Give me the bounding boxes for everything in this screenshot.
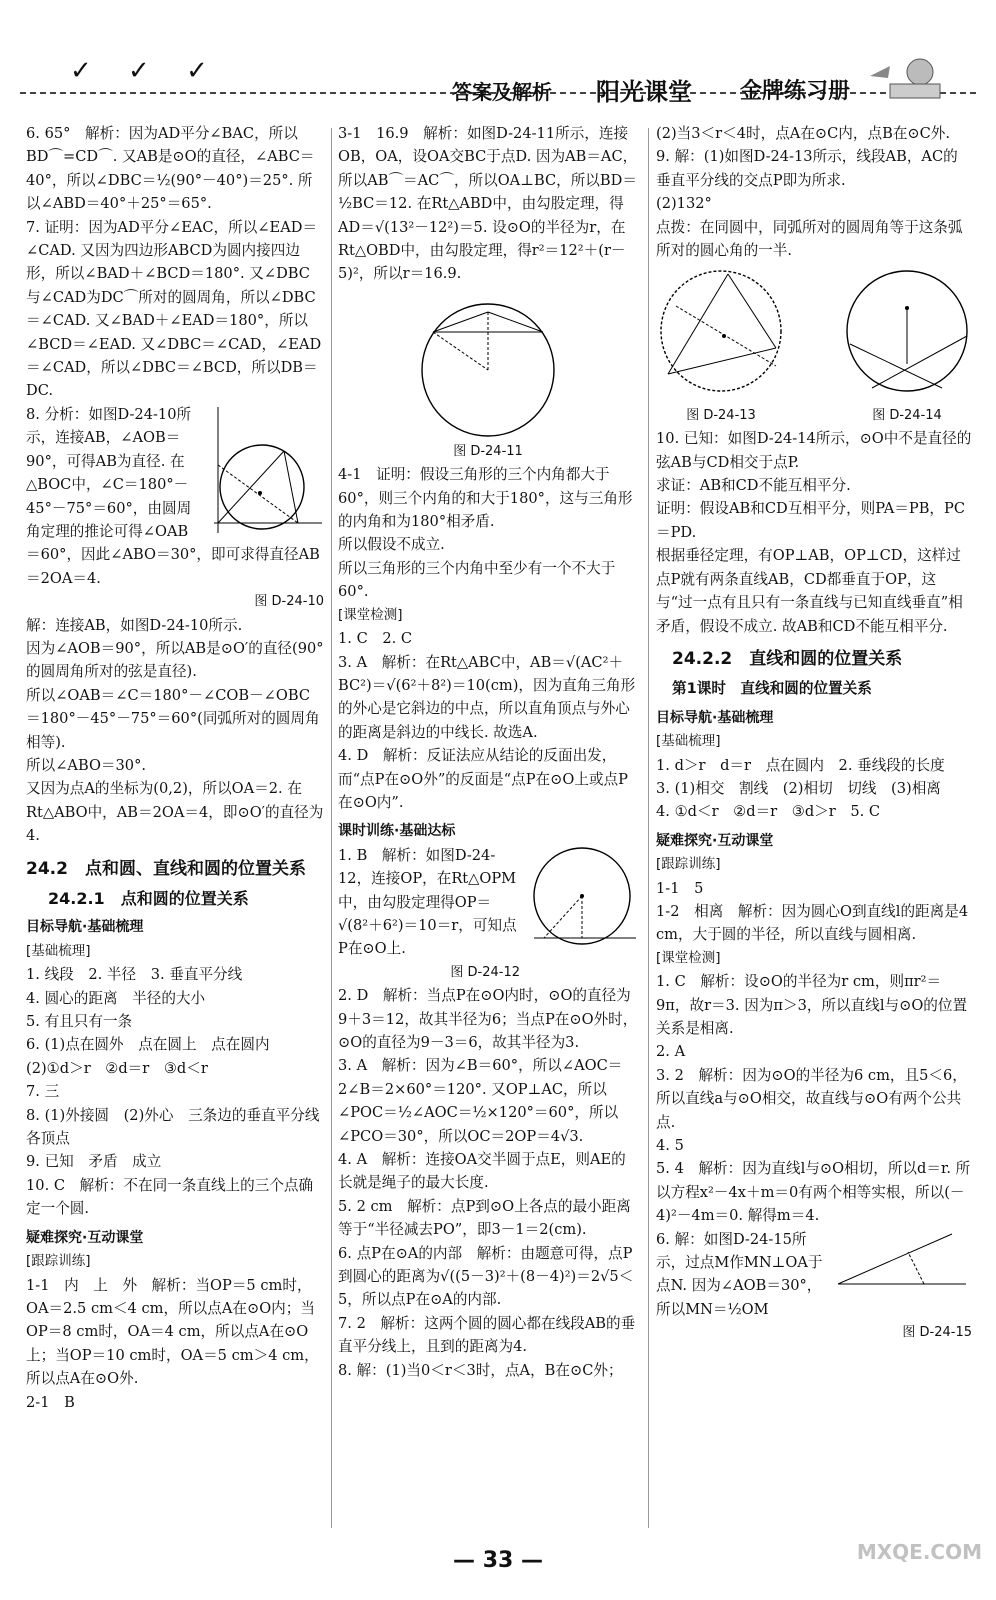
practice-banner: 课时训练·基础达标	[338, 823, 456, 840]
figure-d-24-12	[526, 844, 638, 962]
answer-item: 1-1 5	[656, 879, 704, 897]
answer-item: 解：连接AB，如图D-24-10所示.	[26, 616, 243, 634]
figure-d-24-14	[842, 266, 972, 396]
figure-caption: 图 D-24-15	[902, 1325, 972, 1341]
answer-item: 3-1 16.9 解析：如图D-24-11所示，连接OB，OA，设OA交BC于点D. 因为AB＝AC，所以AB⌒＝AC⌒，所以OA⊥BC，所以BD＝½BC＝12. 在Rt△ABD中，由勾股定理，得AD＝√(13²－12²)＝5. 设⊙O的半径为r，在Rt△OBD中，由勾股定理，得r²＝12²＋(r－5)²，所以r＝16.9.	[338, 125, 638, 283]
track-label: [跟踪训练]	[26, 1253, 91, 1270]
answer-item: 1. d＞r d＝r 点在圆内 2. 垂线段的长度	[656, 756, 945, 774]
lesson-heading: 第1课时 直线和圆的位置关系	[672, 680, 872, 698]
answer-item: 又因为点A的坐标为(0,2)，所以OA＝2. 在Rt△ABO中，AB＝2OA＝4，即⊙O′的直径为4.	[26, 780, 324, 845]
column-divider	[331, 128, 332, 1528]
answer-item: 7. 2 解析：这两个圆的圆心都在线段AB的垂直平分线上，且到的距离为4.	[338, 1314, 636, 1356]
answer-item: (2)132°	[656, 195, 712, 213]
globe-logo-icon	[860, 56, 950, 104]
answer-item: 3. (1)相交 割线 (2)相切 切线 (3)相离	[656, 779, 941, 797]
answer-item: 7. 证明：因为AD平分∠EAC，所以∠EAD＝∠CAD. 又因为四边形ABCD为圆内接四边形，所以∠BAD＋∠BCD＝180°. 又∠DBC与∠CAD为DC⌒所对的圆周角，所以∠DBC＝∠CAD. 又∠BAD＋∠EAD＝180°，所以∠BCD＝∠EAD. 又∠DBC＝∠CAD，∠EAD＝∠CAD，所以∠DBC＝∠BCD，所以DB＝DC.	[26, 218, 322, 400]
answer-item: 2. A	[656, 1043, 686, 1061]
answer-item: 求证：AB和CD不能互相平分.	[656, 477, 851, 495]
answer-item: 根据垂径定理，有OP⊥AB，OP⊥CD，这样过点P就有两条直线AB，CD都垂直于OP，这与“过一点有且只有一条直线与已知直线垂直”相矛盾，假设不成立. 故AB和CD不能互相平分.	[656, 547, 963, 635]
answer-item: 9. 解：(1)如图D-24-13所示，线段AB，AC的垂直平分线的交点P即为所求.	[656, 148, 958, 189]
answer-item: 6. 解：如图D-24-15所示，过点M作MN⊥OA于点N. 因为∠AOB＝30°，所以MN＝½OM	[656, 1230, 823, 1318]
column-3	[656, 122, 972, 1345]
header-series-title: 阳光课堂	[596, 78, 692, 106]
answer-item: 1-2 相离 解析：因为圆心O到直线l的距离是4 cm，大于圆的半径，所以直线与圆相离.	[656, 902, 969, 944]
figure-d-24-13	[656, 266, 786, 396]
site-watermark: MXQE.COM	[856, 1540, 982, 1564]
column-1	[26, 122, 335, 1414]
subsection-heading: 24.2.1 点和圆的位置关系	[48, 889, 249, 908]
answer-item: 4. ①d＜r ②d＝r ③d＞r 5. C	[656, 803, 881, 821]
answer-item: 7. 三	[26, 1083, 60, 1101]
goal-banner: 目标导航·基础梳理	[26, 919, 144, 936]
column-divider	[648, 128, 649, 1528]
answer-item: 点拨：在同圆中，同弧所对的圆周角等于这条弧所对的圆心角的一半.	[656, 218, 963, 260]
answer-item: 9. 已知 矛盾 成立	[26, 1153, 162, 1171]
answer-item: 3. A 解析：在Rt△ABC中，AB＝√(AC²＋BC²)＝√(6²＋8²)＝10(cm)，因为直角三角形的外心是它斜边的中点，所以直角顶点与外心的距离是斜边的中线长. 故选A.	[338, 653, 636, 741]
figure-d-24-14-wrap	[842, 266, 972, 427]
basic-label: [基础梳理]	[656, 733, 721, 750]
answer-item: 3. A 解析：因为∠B＝60°，所以∠AOC＝2∠B＝2×60°＝120°. 又OP⊥AC，所以∠POC＝½∠AOC＝½×120°＝60°，所以∠PCO＝30°，所以OC＝2OP＝4√3.	[338, 1057, 623, 1145]
figure-d-24-13-wrap	[656, 266, 786, 427]
explore-banner: 疑难探究·互动课堂	[656, 832, 774, 849]
page-number: — 33 —	[453, 1548, 543, 1573]
answer-item: 10. C 解析：不在同一条直线上的三个点确定一个圆.	[26, 1176, 314, 1218]
figure-row	[656, 266, 972, 427]
column-2	[338, 122, 638, 1382]
answer-item: 所以假设不成立.	[338, 536, 445, 554]
answer-item: 1. 线段 2. 半径 3. 垂直平分线	[26, 966, 243, 984]
answer-item: 所以∠ABO＝30°.	[26, 756, 147, 774]
answer-item: 8. 解：(1)当0＜r＜3时，点A，B在⊙C外；	[338, 1361, 623, 1379]
basic-label: [基础梳理]	[26, 942, 91, 959]
answer-item: 1-1 内 上 外 解析：当OP＝5 cm时，OA＝2.5 cm＜4 cm，所以点A在⊙O内；当OP＝8 cm时，OA＝4 cm，所以点A在⊙O上；当OP＝10 cm时，OA＝5 cm＞4 cm，所以点A在⊙O外.	[26, 1276, 319, 1388]
figure-d-24-15	[832, 1228, 972, 1298]
answer-item: 3. 2 解析：因为⊙O的半径为6 cm，且5＜6，所以直线a与⊙O相交，故直线与⊙O有两个公共点.	[656, 1066, 967, 1131]
answer-item: 1. B 解析：如图D-24-12，连接OP，在Rt△OPM中，由勾股定理得OP＝√(8²＋6²)＝10＝r，可知点P在⊙O上.	[338, 846, 517, 958]
answer-item: 2. D 解析：当点P在⊙O内时，⊙O的直径为9＋3＝12，故其半径为6；当点P在⊙O外时，⊙O的直径为9－3＝6，故其半径为3.	[338, 987, 638, 1051]
figure-caption: 图 D-24-11	[453, 443, 523, 459]
explore-banner: 疑难探究·互动课堂	[26, 1229, 144, 1246]
answer-item: 所以三角形的三个内角中至少有一个不大于60°.	[338, 559, 616, 601]
answer-item: 1. C 2. C	[338, 630, 413, 648]
header-book-title: 金牌练习册	[740, 79, 851, 104]
section-heading: 24.2 点和圆、直线和圆的位置关系	[26, 858, 306, 879]
answer-item: 8. 分析：如图D-24-10所示，连接AB，∠AOB＝90°，可得AB为直径. 在△BOC中，∠C＝180°－45°－75°＝60°，由圆周角定理的推论可得∠OAB＝60°，因此∠ABO＝30°，即可求得直径AB＝2OA＝4.	[26, 405, 320, 587]
answer-item: 6. 点P在⊙A的内部 解析：由题意可得，点P到圆心的距离为√((5－3)²＋(8－4)²)＝2√5＜5，所以点P在⊙A的内部.	[338, 1244, 634, 1309]
answer-item: 5. 2 cm 解析：点P到⊙O上各点的最小距离等于“半径减去PO”，即3－1＝2(cm).	[338, 1197, 631, 1239]
page-header	[20, 56, 976, 104]
answer-item: 所以∠OAB＝∠C＝180°－∠COB－∠OBC＝180°－45°－75°＝60°(同弧所对的圆周角相等).	[26, 686, 320, 751]
section-heading: 24.2.2 直线和圆的位置关系	[672, 648, 903, 669]
answer-item: (2)①d＞r ②d＝r ③d＜r	[26, 1059, 208, 1077]
answer-item: 5. 有且只有一条	[26, 1013, 133, 1031]
answer-item: 5. 4 解析：因为直线l与⊙O相切，所以d＝r. 所以方程x²－4x＋m＝0有两个相等实根，所以(－4)²－4m＝0. 解得m＝4.	[656, 1160, 971, 1225]
answer-item: (2)当3＜r＜4时，点A在⊙C内，点B在⊙C外.	[656, 125, 951, 142]
answer-item: 4. 5	[656, 1137, 684, 1155]
answer-item: 6. (1)点在圆外 点在圆上 点在圆内	[26, 1036, 270, 1054]
figure-d-24-11	[413, 290, 563, 440]
answer-item: 2-1 B	[26, 1393, 75, 1411]
answer-item: 因为∠AOB＝90°，所以AB是⊙O′的直径(90°的圆周角所对的弦是直径).	[26, 639, 324, 681]
answer-item: 4. 圆心的距离 半径的大小	[26, 989, 206, 1007]
answer-item: 1. C 解析：设⊙O的半径为r cm，则πr²＝9π，故r＝3. 因为π＞3，所以直线l与⊙O的位置关系是相离.	[656, 973, 968, 1037]
answer-item: 4. D 解析：反证法应从结论的反面出发，而“点P在⊙O外”的反面是“点P在⊙O上或点P在⊙O内”.	[338, 747, 628, 811]
birds-decoration-icon: ✓ ✓ ✓	[70, 56, 222, 86]
answer-item: 证明：假设AB和CD互相平分，则PA＝PB，PC＝PD.	[656, 500, 965, 541]
figure-caption: 图 D-24-13	[686, 407, 756, 423]
check-label: [课堂检测]	[656, 949, 721, 966]
answer-item: 6. 65° 解析：因为AD平分∠BAC，所以BD⌒=CD⌒. 又AB是⊙O的直径，∠ABC＝40°，所以∠DBC＝½(90°－40°)＝25°. 所以∠ABD＝40°＋25°＝65°.	[26, 125, 315, 213]
answer-item: 10. 已知：如图D-24-14所示，⊙O中不是直径的弦AB与CD相交于点P.	[656, 430, 972, 471]
answer-item: 8. (1)外接圆 (2)外心 三条边的垂直平分线 各顶点	[26, 1106, 335, 1148]
track-label: [跟踪训练]	[656, 856, 721, 873]
header-answer-title: 答案及解析	[452, 80, 552, 104]
answer-item: 4. A 解析：连接OA交半圆于点E，则AE的长就是绳子的最大长度.	[338, 1151, 626, 1192]
answer-item: 4-1 证明：假设三角形的三个内角都大于60°，则三个内角的和大于180°，这与三角形的内角和为180°相矛盾.	[338, 466, 633, 531]
figure-caption: 图 D-24-10	[254, 594, 324, 610]
figure-d-24-10	[204, 403, 324, 543]
goal-banner: 目标导航·基础梳理	[656, 709, 774, 726]
check-label: [课堂检测]	[338, 606, 403, 623]
figure-caption: 图 D-24-12	[450, 964, 520, 980]
figure-caption: 图 D-24-14	[872, 407, 942, 423]
